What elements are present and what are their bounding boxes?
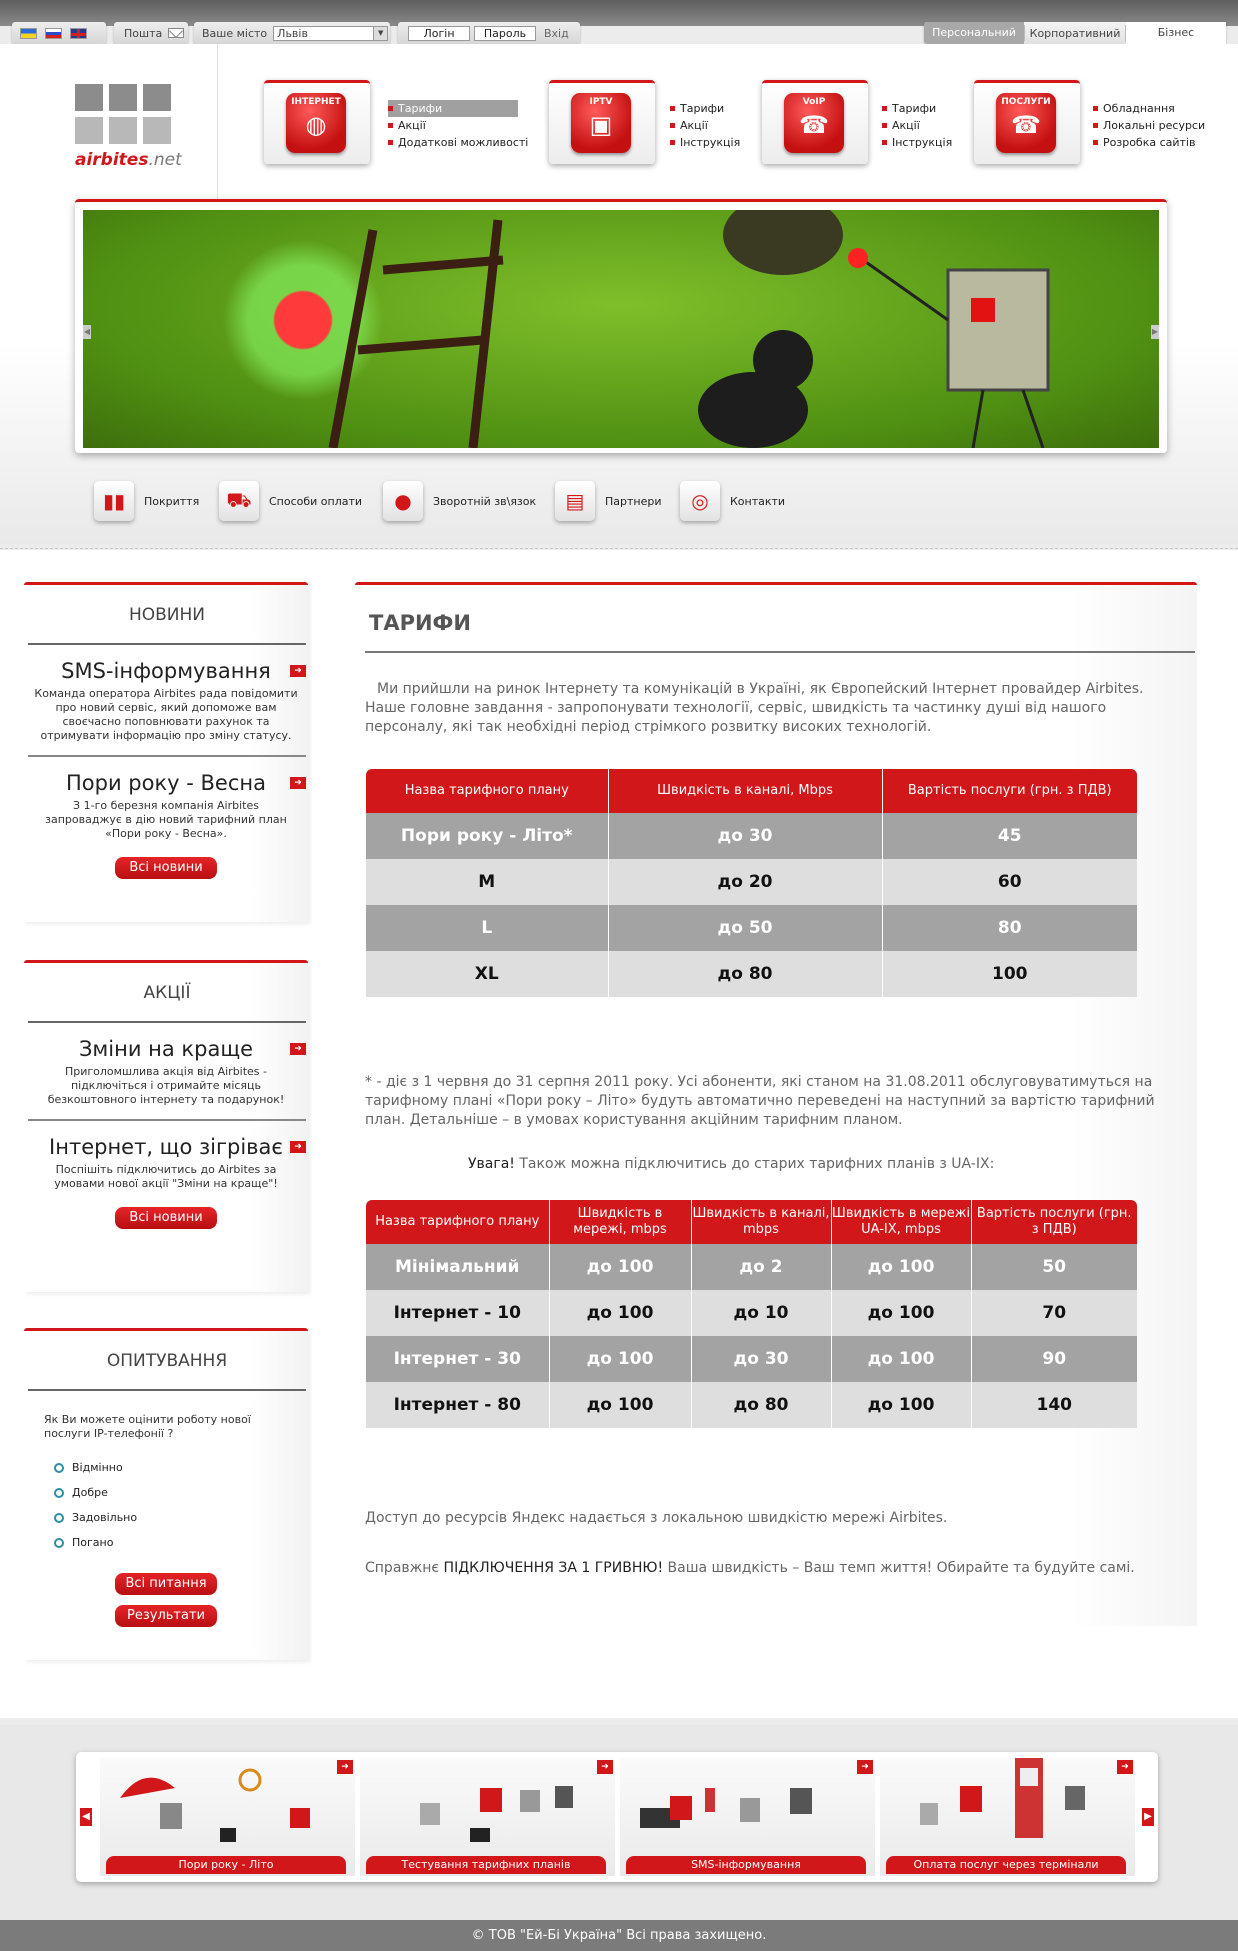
carousel-slide[interactable] [360, 1758, 615, 1876]
divider [28, 1119, 306, 1121]
service-other[interactable] [974, 80, 1080, 164]
yandex-note: Доступ до ресурсів Яндекс надається з локальною швидкістю мережі Airbites. [365, 1510, 948, 1526]
city-label: Ваше місто [202, 26, 268, 40]
news-heading-text: Пори року - Весна [66, 771, 266, 795]
promo-title: АКЦІЇ [28, 963, 306, 1023]
logo[interactable] [0, 44, 218, 204]
news-title: НОВИНИ [28, 585, 306, 645]
news-box [24, 582, 308, 922]
all-promos-button[interactable]: Всі новини [115, 1207, 217, 1229]
slide-illustration [880, 1758, 1135, 1854]
mail-link[interactable] [114, 22, 188, 44]
link-promos[interactable]: Акції [670, 117, 740, 134]
link-promos[interactable]: Акції [388, 117, 528, 134]
results-button[interactable]: Результати [115, 1605, 217, 1627]
service-title: ІНТЕРНЕТ [291, 97, 341, 107]
table-header: Швидкість в мережі, mbps [549, 1200, 691, 1244]
service-title: ПОСЛУГИ [1001, 97, 1051, 107]
arrow-right-icon[interactable]: ➜ [290, 1043, 306, 1055]
service-other-links [1093, 100, 1205, 151]
flag-ru-icon[interactable] [45, 28, 62, 39]
promo-heading-text: Зміни на краще [78, 1037, 254, 1061]
logo-suffix: .net [148, 150, 182, 170]
mail-icon [168, 28, 184, 38]
promo-text: Поспішіть підключитись до Airbites за умовами нової акції "Зміни на краще"! [54, 1163, 278, 1190]
table-row [366, 1244, 1137, 1290]
poll-option-label: Задовільно [72, 1511, 138, 1524]
news-heading[interactable] [24, 771, 308, 795]
carousel-label: SMS-інформування [626, 1856, 866, 1874]
carousel-slide[interactable] [880, 1758, 1135, 1876]
quicknav-partners[interactable] [555, 481, 662, 521]
slogan [365, 1559, 1185, 1578]
arrow-right-icon[interactable]: ➜ [597, 1760, 613, 1774]
phone-icon: VoIP ☎ [784, 93, 844, 153]
service-title: VoIP [802, 97, 826, 107]
link-instructions[interactable]: Інструкція [882, 134, 952, 151]
link-tariffs[interactable]: Тарифи [388, 100, 518, 117]
table-cell: до 80 [608, 951, 882, 997]
table-row [366, 1336, 1137, 1382]
arrow-right-icon[interactable]: ➜ [1117, 1760, 1133, 1774]
table-header: Назва тарифного плану [366, 769, 608, 813]
poll-option[interactable] [54, 1480, 308, 1505]
poll-option[interactable] [54, 1505, 308, 1530]
promo-heading[interactable] [24, 1135, 308, 1159]
table-row [366, 905, 1137, 951]
service-voip[interactable] [762, 80, 868, 164]
city-selector [194, 22, 390, 44]
carousel-slide[interactable] [100, 1758, 355, 1876]
segment-corporate[interactable]: Корпоративний [1029, 26, 1121, 40]
logo-square [109, 117, 137, 144]
link-equipment[interactable]: Обладнання [1093, 100, 1205, 117]
slide-illustration [620, 1758, 875, 1854]
table-cell: L [366, 905, 608, 951]
logo-square [143, 117, 171, 144]
table-cell: до 2 [691, 1244, 831, 1290]
service-iptv[interactable] [549, 80, 655, 164]
table-header: Швидкість в каналі, mbps [691, 1200, 831, 1244]
quicknav-feedback[interactable] [383, 481, 536, 521]
table-cell: 100 [882, 951, 1137, 997]
quicknav-payment[interactable] [219, 481, 362, 521]
logo-brand: airbites [75, 150, 149, 170]
slogan-pre: Справжнє [365, 1560, 444, 1576]
table-cell: 50 [971, 1244, 1137, 1290]
table-header: Швидкість в мережі UA-IX, mbps [831, 1200, 971, 1244]
news-heading-text: SMS-інформування [61, 659, 271, 683]
logo-square [75, 84, 103, 111]
table-header: Вартість послуги (грн. з ПДВ) [882, 769, 1137, 813]
language-switcher [12, 22, 106, 44]
promo-heading-text: Інтернет, що зігріває [49, 1135, 283, 1159]
promo-text: Приголомшлива акція від Airbites - підключіться і отримайте місяць безкоштовного інтернету та подарунок! [47, 1065, 285, 1106]
table-cell: до 100 [549, 1290, 691, 1336]
quicknav-contacts[interactable] [680, 481, 785, 521]
service-internet-links [388, 100, 528, 151]
table-cell: до 100 [549, 1244, 691, 1290]
mail-label: Пошта [124, 26, 163, 40]
table-cell: до 100 [831, 1336, 971, 1382]
login-button[interactable]: Вхід [544, 26, 569, 40]
arrow-right-icon[interactable]: ➜ [290, 665, 306, 677]
slide-illustration [100, 1758, 355, 1854]
news-heading[interactable] [24, 659, 308, 683]
table-row [366, 859, 1137, 905]
table-cell: до 30 [608, 813, 882, 859]
quicknav-label: Покриття [144, 494, 200, 508]
divider [28, 755, 306, 757]
arrow-right-icon[interactable]: ➜ [857, 1760, 873, 1774]
login-form [398, 22, 580, 44]
link-local-resources[interactable]: Локальні ресурси [1093, 117, 1205, 134]
table-cell: Інтернет - 30 [366, 1336, 549, 1382]
login-input[interactable]: Логін [408, 26, 470, 41]
table-row [366, 951, 1137, 997]
service-voip-links [882, 100, 952, 151]
chart-bars-icon: ▮▮ [94, 481, 134, 521]
page-title: ТАРИФИ [369, 611, 471, 635]
phone-icon: ПОСЛУГИ ☎ [996, 93, 1056, 153]
link-tariffs[interactable]: Тарифи [882, 100, 952, 117]
arrow-right-icon[interactable]: ➜ [290, 777, 306, 789]
quicknav-label: Способи оплати [269, 494, 363, 508]
poll-option[interactable] [54, 1530, 308, 1555]
news-text: З 1-го березня компанія Airbites запроваджує в дію новий тарифний план «Пори року - Весна». [45, 799, 287, 840]
service-iptv-links [670, 100, 740, 151]
legacy-tariff-table [366, 1200, 1137, 1428]
radio-button[interactable] [54, 1463, 64, 1473]
link-tariffs[interactable]: Тарифи [670, 100, 740, 117]
banner-artwork [83, 210, 1159, 448]
slogan-post: Ваша швидкість – Ваш темп життя! Обирайте та будуйте самі. [663, 1560, 1135, 1576]
table-row [366, 1290, 1137, 1336]
attention-label: Увага! [468, 1156, 515, 1172]
quicknav-label: Партнери [605, 494, 662, 508]
table-cell: до 20 [608, 859, 882, 905]
all-news-button[interactable]: Всі новини [115, 857, 217, 879]
table-row [366, 1382, 1137, 1428]
link-extras[interactable]: Додаткові можливості [388, 134, 528, 151]
quicknav-label: Контакти [730, 494, 786, 508]
poll-option-label: Добре [72, 1486, 108, 1499]
content-panel [355, 582, 1197, 1626]
carousel-label: Тестування тарифних планів [366, 1856, 606, 1874]
table-header: Назва тарифного плану [366, 1200, 549, 1244]
service-internet[interactable] [264, 80, 370, 164]
carousel-label: Оплата послуг через термінали [886, 1856, 1126, 1874]
chevron-down-icon[interactable]: ▼ [373, 27, 387, 40]
carousel-next-icon[interactable]: ▶ [1142, 1808, 1154, 1826]
at-sign-icon: ◎ [680, 481, 720, 521]
footnote: * - діє з 1 червня до 31 серпня 2011 року. Усі абоненти, які станом на 31.08.2011 обслуговуватимуться на тарифному плані «Пори року – Літо» будуть автоматично переведені на наступний за вартістю тарифний план. Детальніше – в умовах користування акційним тарифним планом. [365, 1074, 1155, 1128]
attention-text [468, 1155, 1168, 1174]
radio-button[interactable] [54, 1513, 64, 1523]
attention-body: Також можна підключитись до старих тарифних планів з UA-IX: [514, 1156, 995, 1172]
intro-text: Ми прийшли на ринок Інтернету та комунікацій в Україні, як Європейский Інтернет провайдер Airbites. Наше головне завдання - запропонувати технології, сервіс, швидкість та частинку душі від нашого персоналу, які так необхідні період стрімкого розвитку високих технологій. [365, 681, 1144, 735]
promo-box [24, 960, 308, 1292]
segment-personal[interactable]: Персональний [924, 22, 1024, 44]
tariff-table [366, 769, 1137, 997]
poll-option-label: Погано [72, 1536, 114, 1549]
poll-question: Як Ви можете оцінити роботу нової послуги IP-телефонії ? [44, 1413, 251, 1440]
service-title: IPTV [589, 97, 613, 107]
table-cell: 60 [882, 859, 1137, 905]
cart-icon: ⛟ [219, 481, 259, 521]
table-cell: Мінімальний [366, 1244, 549, 1290]
promo-carousel [76, 1752, 1158, 1882]
speech-bubble-icon: ● [383, 481, 423, 521]
link-web-dev[interactable]: Розробка сайтів [1093, 134, 1205, 151]
segment-switcher [924, 22, 1226, 44]
poll-option[interactable] [54, 1455, 308, 1480]
table-cell: 45 [882, 813, 1137, 859]
slide-illustration [360, 1758, 615, 1854]
table-cell: 70 [971, 1290, 1137, 1336]
carousel-prev-icon[interactable]: ◀ [80, 1808, 92, 1826]
arrow-right-icon[interactable]: ➜ [337, 1760, 353, 1774]
arrow-right-icon[interactable]: ➜ [290, 1141, 306, 1153]
all-questions-button[interactable]: Всі питання [115, 1573, 217, 1595]
slogan-strong: ПІДКЛЮЧЕННЯ ЗА 1 ГРИВНЮ! [443, 1560, 664, 1576]
divider [365, 651, 1195, 653]
poll-title: ОПИТУВАННЯ [28, 1331, 306, 1391]
table-cell: до 10 [691, 1290, 831, 1336]
promo-heading[interactable] [24, 1037, 308, 1061]
segment-business[interactable]: Бізнес [1126, 22, 1226, 44]
copyright: © ТОВ "Ей-Бі Україна" Всі права захищено. [0, 1920, 1238, 1951]
table-cell: Інтернет - 80 [366, 1382, 549, 1428]
poll-box [24, 1328, 308, 1660]
tv-icon: IPTV ▣ [571, 93, 631, 153]
globe-icon: ІНТЕРНЕТ ◍ [286, 93, 346, 153]
table-cell: до 100 [549, 1336, 691, 1382]
table-cell: до 100 [831, 1382, 971, 1428]
table-cell: до 100 [831, 1244, 971, 1290]
quicknav-coverage[interactable] [94, 481, 199, 521]
logo-square [75, 117, 103, 144]
table-cell: XL [366, 951, 608, 997]
radio-button[interactable] [54, 1488, 64, 1498]
table-cell: 140 [971, 1382, 1137, 1428]
news-text: Команда оператора Airbites рада повідомити про новий сервіс, який допоможе вам своєчасно поповнювати рахунок та отримувати інформацію про зміну статусу. [34, 687, 298, 742]
table-cell: до 50 [608, 905, 882, 951]
flag-ua-icon[interactable] [20, 28, 37, 39]
table-header: Вартість послуги (грн. з ПДВ) [971, 1200, 1137, 1244]
table-cell: до 30 [691, 1336, 831, 1382]
divider [0, 548, 1238, 549]
table-cell: до 80 [691, 1382, 831, 1428]
link-instructions[interactable]: Інструкція [670, 134, 740, 151]
banner-illustration[interactable] [83, 210, 1159, 448]
table-cell: Пори року - Літо* [366, 813, 608, 859]
quicknav-label: Зворотній зв\язок [433, 494, 537, 508]
table-cell: 90 [971, 1336, 1137, 1382]
link-promos[interactable]: Акції [882, 117, 952, 134]
table-cell: M [366, 859, 608, 905]
table-row [366, 813, 1137, 859]
promo-banner [75, 199, 1167, 453]
logo-text[interactable] [75, 150, 182, 170]
banner-next-icon[interactable]: ▶ [1151, 325, 1159, 339]
table-cell: до 100 [831, 1290, 971, 1336]
poll-option-label: Відмінно [72, 1461, 123, 1474]
table-cell: Інтернет - 10 [366, 1290, 549, 1336]
table-cell: до 100 [549, 1382, 691, 1428]
logo-square [143, 84, 171, 111]
radio-button[interactable] [54, 1538, 64, 1548]
city-value: Львів [277, 26, 308, 40]
printer-icon: ▤ [555, 481, 595, 521]
flag-en-icon[interactable] [70, 28, 87, 39]
table-header: Швидкість в каналі, Mbps [608, 769, 882, 813]
carousel-slide[interactable] [620, 1758, 875, 1876]
carousel-label: Пори року - Літо [106, 1856, 346, 1874]
table-cell: 80 [882, 905, 1137, 951]
password-input[interactable]: Пароль [474, 26, 536, 41]
banner-prev-icon[interactable]: ◀ [83, 325, 91, 339]
logo-square [109, 84, 137, 111]
city-select[interactable] [273, 26, 388, 41]
